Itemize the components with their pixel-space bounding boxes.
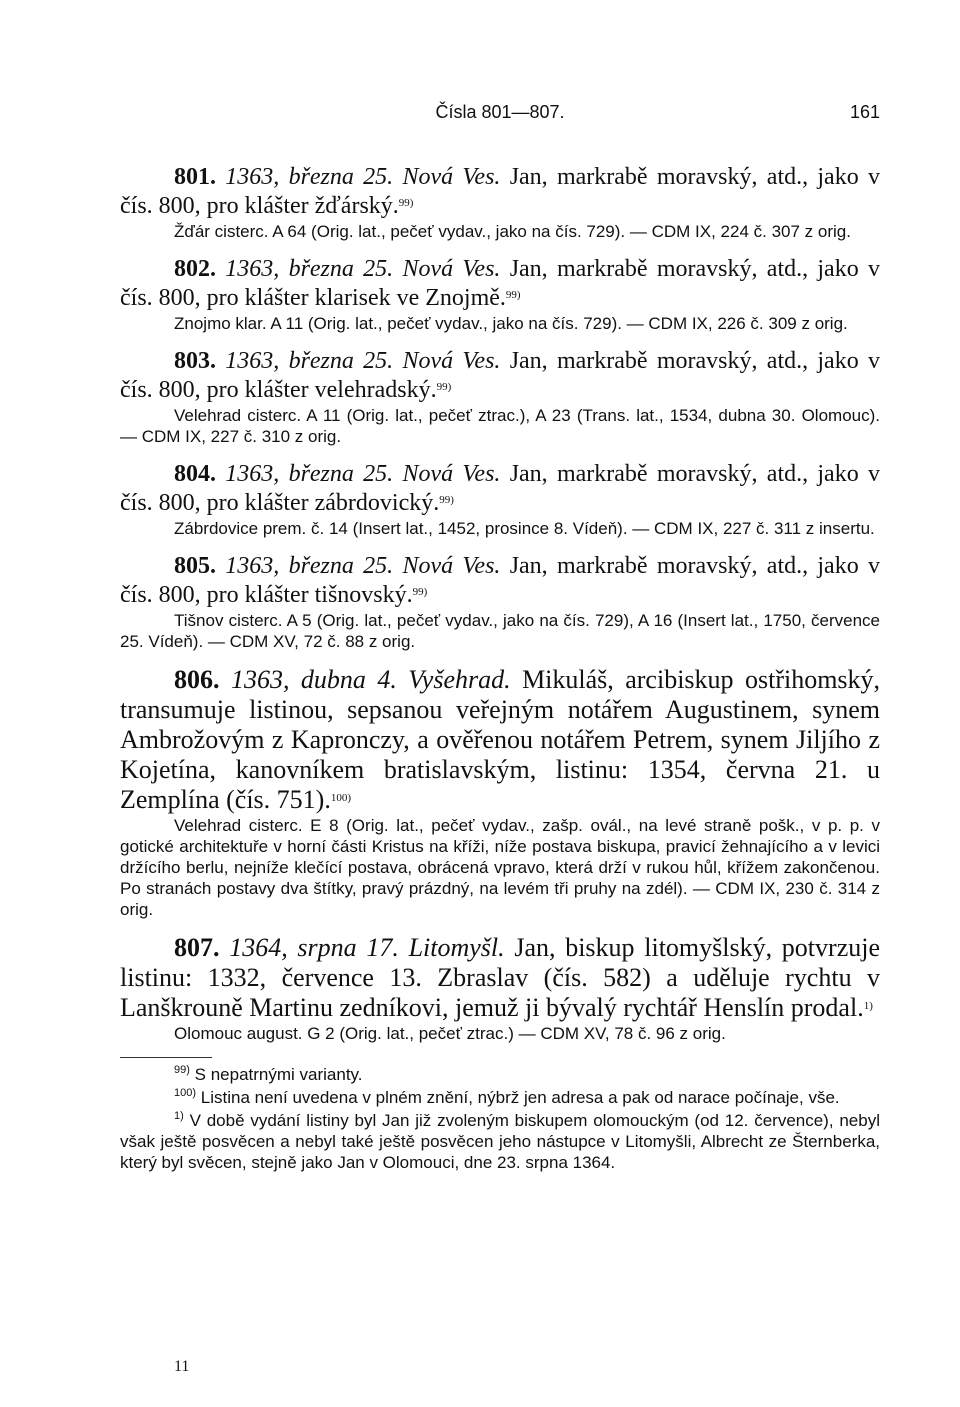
footnote-mark: 100) <box>174 1087 197 1099</box>
footnote-1 <box>120 1110 880 1173</box>
footnote-mark: 1) <box>174 1110 184 1122</box>
entry-806 <box>120 665 880 920</box>
entry-number: 804. <box>174 461 216 487</box>
entry-date: 1363, března 25. <box>225 553 394 579</box>
entry-text: Jan, biskup litomyšlský, potvrzuje listinu: 1332, července 13. Zbraslav (čís. 582) a uděluje rychtu v Lanškrouně Martinu zedníkovi, jemuž ji bývalý rychtář Henslín prodal. <box>120 933 880 1022</box>
footnote-text: V době vydání listiny byl Jan již zvoleným biskupem olomouckým (od 12. července), nebyl však ještě posvěcen a nebyl také ještě posvěcen jeho nástupce v Litomyšli, Albrecht ze Šternberka, který byl svěcen, stejně jako Jan v Olomouci, dne 23. srpna 1364. <box>120 1111 880 1172</box>
entry-804 <box>120 460 880 539</box>
footnote-ref: 1) <box>863 1000 873 1012</box>
entry-place: Nová Ves. <box>402 461 501 487</box>
footnote-ref: 99) <box>412 586 428 598</box>
entry-number: 806. <box>174 665 220 694</box>
footnote-ref: 99) <box>505 289 521 301</box>
printer-signature: 11 <box>174 1358 190 1375</box>
footnote-mark: 99) <box>174 1064 190 1076</box>
entry-803 <box>120 347 880 447</box>
footnote-divider <box>120 1057 212 1058</box>
entry-source: Olomouc august. G 2 (Orig. lat., pečeť ztrac.) — CDM XV, 78 č. 96 z orig. <box>174 1024 726 1043</box>
entry-place: Nová Ves. <box>402 553 501 579</box>
entry-heading <box>120 552 880 610</box>
entry-source: Velehrad cisterc. A 11 (Orig. lat., pečeť ztrac.), A 23 (Trans. lat., 1534, dubna 30. Olomouc). — CDM IX, 227 č. 310 z orig. <box>120 406 880 446</box>
entry-date: 1363, března 25. <box>225 348 394 374</box>
entry-source: Znojmo klar. A 11 (Orig. lat., pečeť vydav., jako na čís. 729). — CDM IX, 226 č. 309 z orig. <box>174 314 848 333</box>
entry-place: Nová Ves. <box>402 348 501 374</box>
entry-place: Nová Ves. <box>402 164 501 190</box>
footnote-text: S nepatrnými varianty. <box>194 1065 363 1084</box>
entry-heading <box>120 163 880 221</box>
footnote-99 <box>120 1064 880 1085</box>
entry-heading <box>120 933 880 1023</box>
entry-801 <box>120 163 880 242</box>
footnote-ref: 99) <box>439 494 454 506</box>
entry-number: 807. <box>174 933 220 962</box>
entry-number: 803. <box>174 348 216 374</box>
footnote-100 <box>120 1087 880 1108</box>
entry-number: 802. <box>174 256 216 282</box>
entry-heading <box>120 347 880 405</box>
page-header <box>120 102 880 128</box>
entry-date: 1363, dubna 4. <box>230 665 397 694</box>
entry-source: Žďár cisterc. A 64 (Orig. lat., pečeť vydav., jako na čís. 729). — CDM IX, 224 č. 307 z orig. <box>174 222 851 241</box>
footnote-text: Listina není uvedena v plném znění, nýbrž jen adresa a pak od narace počínaje, vše. <box>200 1088 840 1107</box>
document-body <box>120 163 880 1175</box>
page-number: 161 <box>849 102 880 122</box>
entry-heading <box>120 460 880 518</box>
entry-text: Jan, markrabě moravský, atd., jako v čís. 800, pro klášter tišnovský. <box>120 553 880 608</box>
running-title: Čísla 801—807. <box>435 102 565 122</box>
entry-text: Jan, markrabě moravský, atd., jako v čís. 800, pro klášter zábrdovický. <box>120 461 880 516</box>
entry-source: Tišnov cisterc. A 5 (Orig. lat., pečeť vydav., jako na čís. 729), A 16 (Insert lat., 1750, července 25. Vídeň). — CDM XV, 72 č. 88 z orig. <box>120 611 880 651</box>
entry-802 <box>120 255 880 334</box>
entry-source: Zábrdovice prem. č. 14 (Insert lat., 1452, prosince 8. Vídeň). — CDM IX, 227 č. 311 z insertu. <box>174 519 875 538</box>
entry-place: Nová Ves. <box>402 256 501 282</box>
entry-date: 1363, března 25. <box>225 164 394 190</box>
entry-number: 805. <box>174 553 216 579</box>
entry-date: 1364, srpna 17. <box>229 933 399 962</box>
entry-date: 1363, března 25. <box>225 256 394 282</box>
entry-source: Velehrad cisterc. E 8 (Orig. lat., pečeť vydav., zašp. ovál., na levé straně pošk., v p. p. v gotické architektuře v horní části Kristus na kříži, níže postava biskupa, pravicí žehnajícího a v levici držícího berlu, nejníže klečící postava, obrácená vpravo, která drží v rukou hůl, křížem zakončenou. Po stranách postavy dva štítky, pravý prázdný, na levém tři pruhy na zdél). — CDM IX, 230 č. 314 z orig. <box>120 816 880 919</box>
entry-text: Mikuláš, arcibiskup ostřihomský, transumuje listinou, sepsanou veřejným notářem Augustinem, synem Ambrožovým z Kapronczy, a ověřenou notářem Petrem, synem Jiljího z Kojetína, kanovníkem bratislavským, listinu: 1354, června 21. u Zemplína (čís. 751). <box>120 665 881 814</box>
entry-805 <box>120 552 880 652</box>
entry-place: Litomyšl. <box>408 933 505 962</box>
entry-date: 1363, března 25. <box>225 461 394 487</box>
entry-text: Jan, markrabě moravský, atd., jako v čís. 800, pro klášter velehradský. <box>120 348 880 403</box>
entry-heading <box>120 255 880 313</box>
entry-place: Vyšehrad. <box>408 665 511 694</box>
entry-text: Jan, markrabě moravský, atd., jako v čís. 800, pro klášter žďárský. <box>120 164 880 219</box>
entry-807 <box>120 933 880 1044</box>
entry-number: 801. <box>174 164 216 190</box>
entry-text: Jan, markrabě moravský, atd., jako v čís. 800, pro klášter klarisek ve Znojmě. <box>120 256 880 311</box>
footnote-ref: 99) <box>398 197 414 209</box>
entry-heading <box>120 665 880 815</box>
footnote-ref: 99) <box>436 381 452 393</box>
footnote-ref: 100) <box>330 792 352 804</box>
